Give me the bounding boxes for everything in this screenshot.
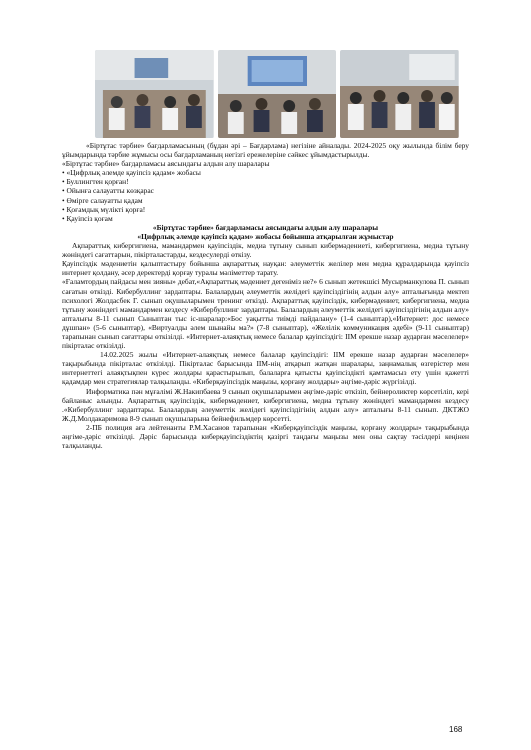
bullet-item: • Қауіпсіз қоғам	[62, 213, 113, 223]
section-heading: «Біртұтас тәрбие» бағдарламасы аясындағы алдын алу шаралары	[152, 222, 379, 232]
paragraph-informatics: Информатика пән мұғалімі Ж.Накипбаева 9 сынып оқушыларымен әңгіме-дәріс өткізіп, бейнероликтер көрсетіліп, кері байланыс алынды. Ақпараттық қауіпсіздік, кибермәдениет, кибергигиена, медиа тұтыну жөніндегі мамандармен кездесу .«Кибербуллинг зардаптары. Балалардың әлеуметтік желідегі қауіпсіздігінің алдын алу» апталығы 8-11 сынып. ДКТЖО Ж.Д.Молдакаримова 8-9 сынып оқушыларына бейнефильмдер көрсетті.	[62, 386, 469, 423]
list-title: «Біртұтас тәрбие» бағдарламасы аясындағы алдын алу шаралары	[62, 159, 270, 169]
bullet-item: • Өмірге салауатты қадам	[62, 195, 143, 205]
paragraph-campaign: Қауіпсіздік мәдениетін қалыптастыру бойынша ақпараттық науқан: әлеуметтік желілер мен медиа құралдарында қауіпсіз интернет қолдану, әсер деректерді қорғау туралы мәліметтер тарату.	[62, 259, 469, 278]
page-number: 168	[449, 725, 463, 734]
classroom-photo-3	[340, 50, 459, 138]
paragraph-kibergigiena: Ақпараттық кибергигиена, мамандармен қауіпсіздік, медиа тұтыну сынып кибермәдениеті, кибергигиена, медиа тұтыну жөніндегі сағаттарын, пікірталастарды, кездесулерді өткізу.	[62, 241, 469, 260]
photo-strip	[95, 50, 459, 138]
paragraph-police: 2-ПБ полиция аға лейтенанты Р.М.Хасанов тарапынан «Киберқауіпсіздік маңызы, қорғану жолдары» тақырыбында әңгіме-дәріс өткізілді. Дәріс барысында киберқауіпсіздіктің қазіргі таңдағы маңызы мен оны сақтау тәсілдері кеңінен талқыланды.	[62, 422, 469, 451]
intro-paragraph: «Біртұтас тәрбие» бағдарламасының (бұдан әрі – Бағдарлама) негізіне айналады. 2024-2025 оқу жылында білім беру ұйымдарында тәрбие жұмысы осы бағдарламаның негізгі ережелеріне сәйкес ұйымдастырылды.	[62, 141, 469, 160]
bullet-item: • Буллингтен қорған!	[62, 177, 129, 187]
bullet-item: • «Цифрлық әлемде қауіпсіз қадам» жобасы	[62, 168, 201, 178]
section-subheading: «Цифрлық әлемде қауіпсіз қадам» жобасы бойынша атқарылған жұмыстар	[137, 231, 394, 241]
bullet-item: • Ойынға салауатты көзқарас	[62, 186, 154, 196]
paragraph-discussion: 14.02.2025 жылы «Интернет-алаяқтық немесе балалар қауіпсіздігі: ІІМ ерекше назар аударған мәселелер» тақырыбында пікірталас өткізілді. Пікірталас барысында ІІМ-нің атқарып жатқан шаралары, заңнамалық өзгерістер мен интернеттегі алаяқтықпен күрес жолдары қарастырылып, балаларға қатысты қауіпсіздікті қамтамасыз ету үшін қажетті қадамдар мен стратегиялар талқыланды. «Киберқауіпсіздік маңызы, қорғану жолдары» әңгіме-дәріс жүргізілді.	[62, 350, 469, 387]
bullet-item: • Қоғамдық мүлікті қорға!	[62, 204, 146, 214]
paragraph-debate: «Ғаламтордың пайдасы мен зияны» дебат,«Ақпараттық мәдениет дегеніміз не?» 6 сынып жетекшісі Мусырманкулова П. сынып сағатын өткізді. Кибербуллинг зардаптары. Балалардың әлеуметтік желідегі қауіпсіздігінің алдын алу» апталығында мектеп психологі Жолдасбек Г. сынып оқушыларымен тренинг өткізді. Ақпараттық қауіпсіздік, кибермәдениет, кибергигиена, медиа тұтыну жөніндегі мамандармен кездесу «Кибербуллинг зардаптары. Балалардың әлеуметтік желідегі қауіпсіздігінің алдын алу» апталығы 8-11 сынып Сыныптан тыс іс-шаралар:«Бос уақытты тиімді пайдалану» (1-4 сыныптар),«Интернет: дос немесе дұшпан» (5-6 сыныптар), «Виртуалды әлем шынайы ма?» (7-8 сыныптар), «Желілік коммуникация әдебі» (9-11 сыныптар) тарапынан сынып сағаттары өткізілді. «Интернет-алаяқтық немесе балалар қауіпсіздігі: ІІМ ерекше назар аударған мәселелер» пікірталас өткізілді.	[62, 277, 469, 351]
classroom-photo-2	[218, 50, 337, 138]
body-text	[62, 141, 469, 450]
classroom-photo-1	[95, 50, 214, 138]
